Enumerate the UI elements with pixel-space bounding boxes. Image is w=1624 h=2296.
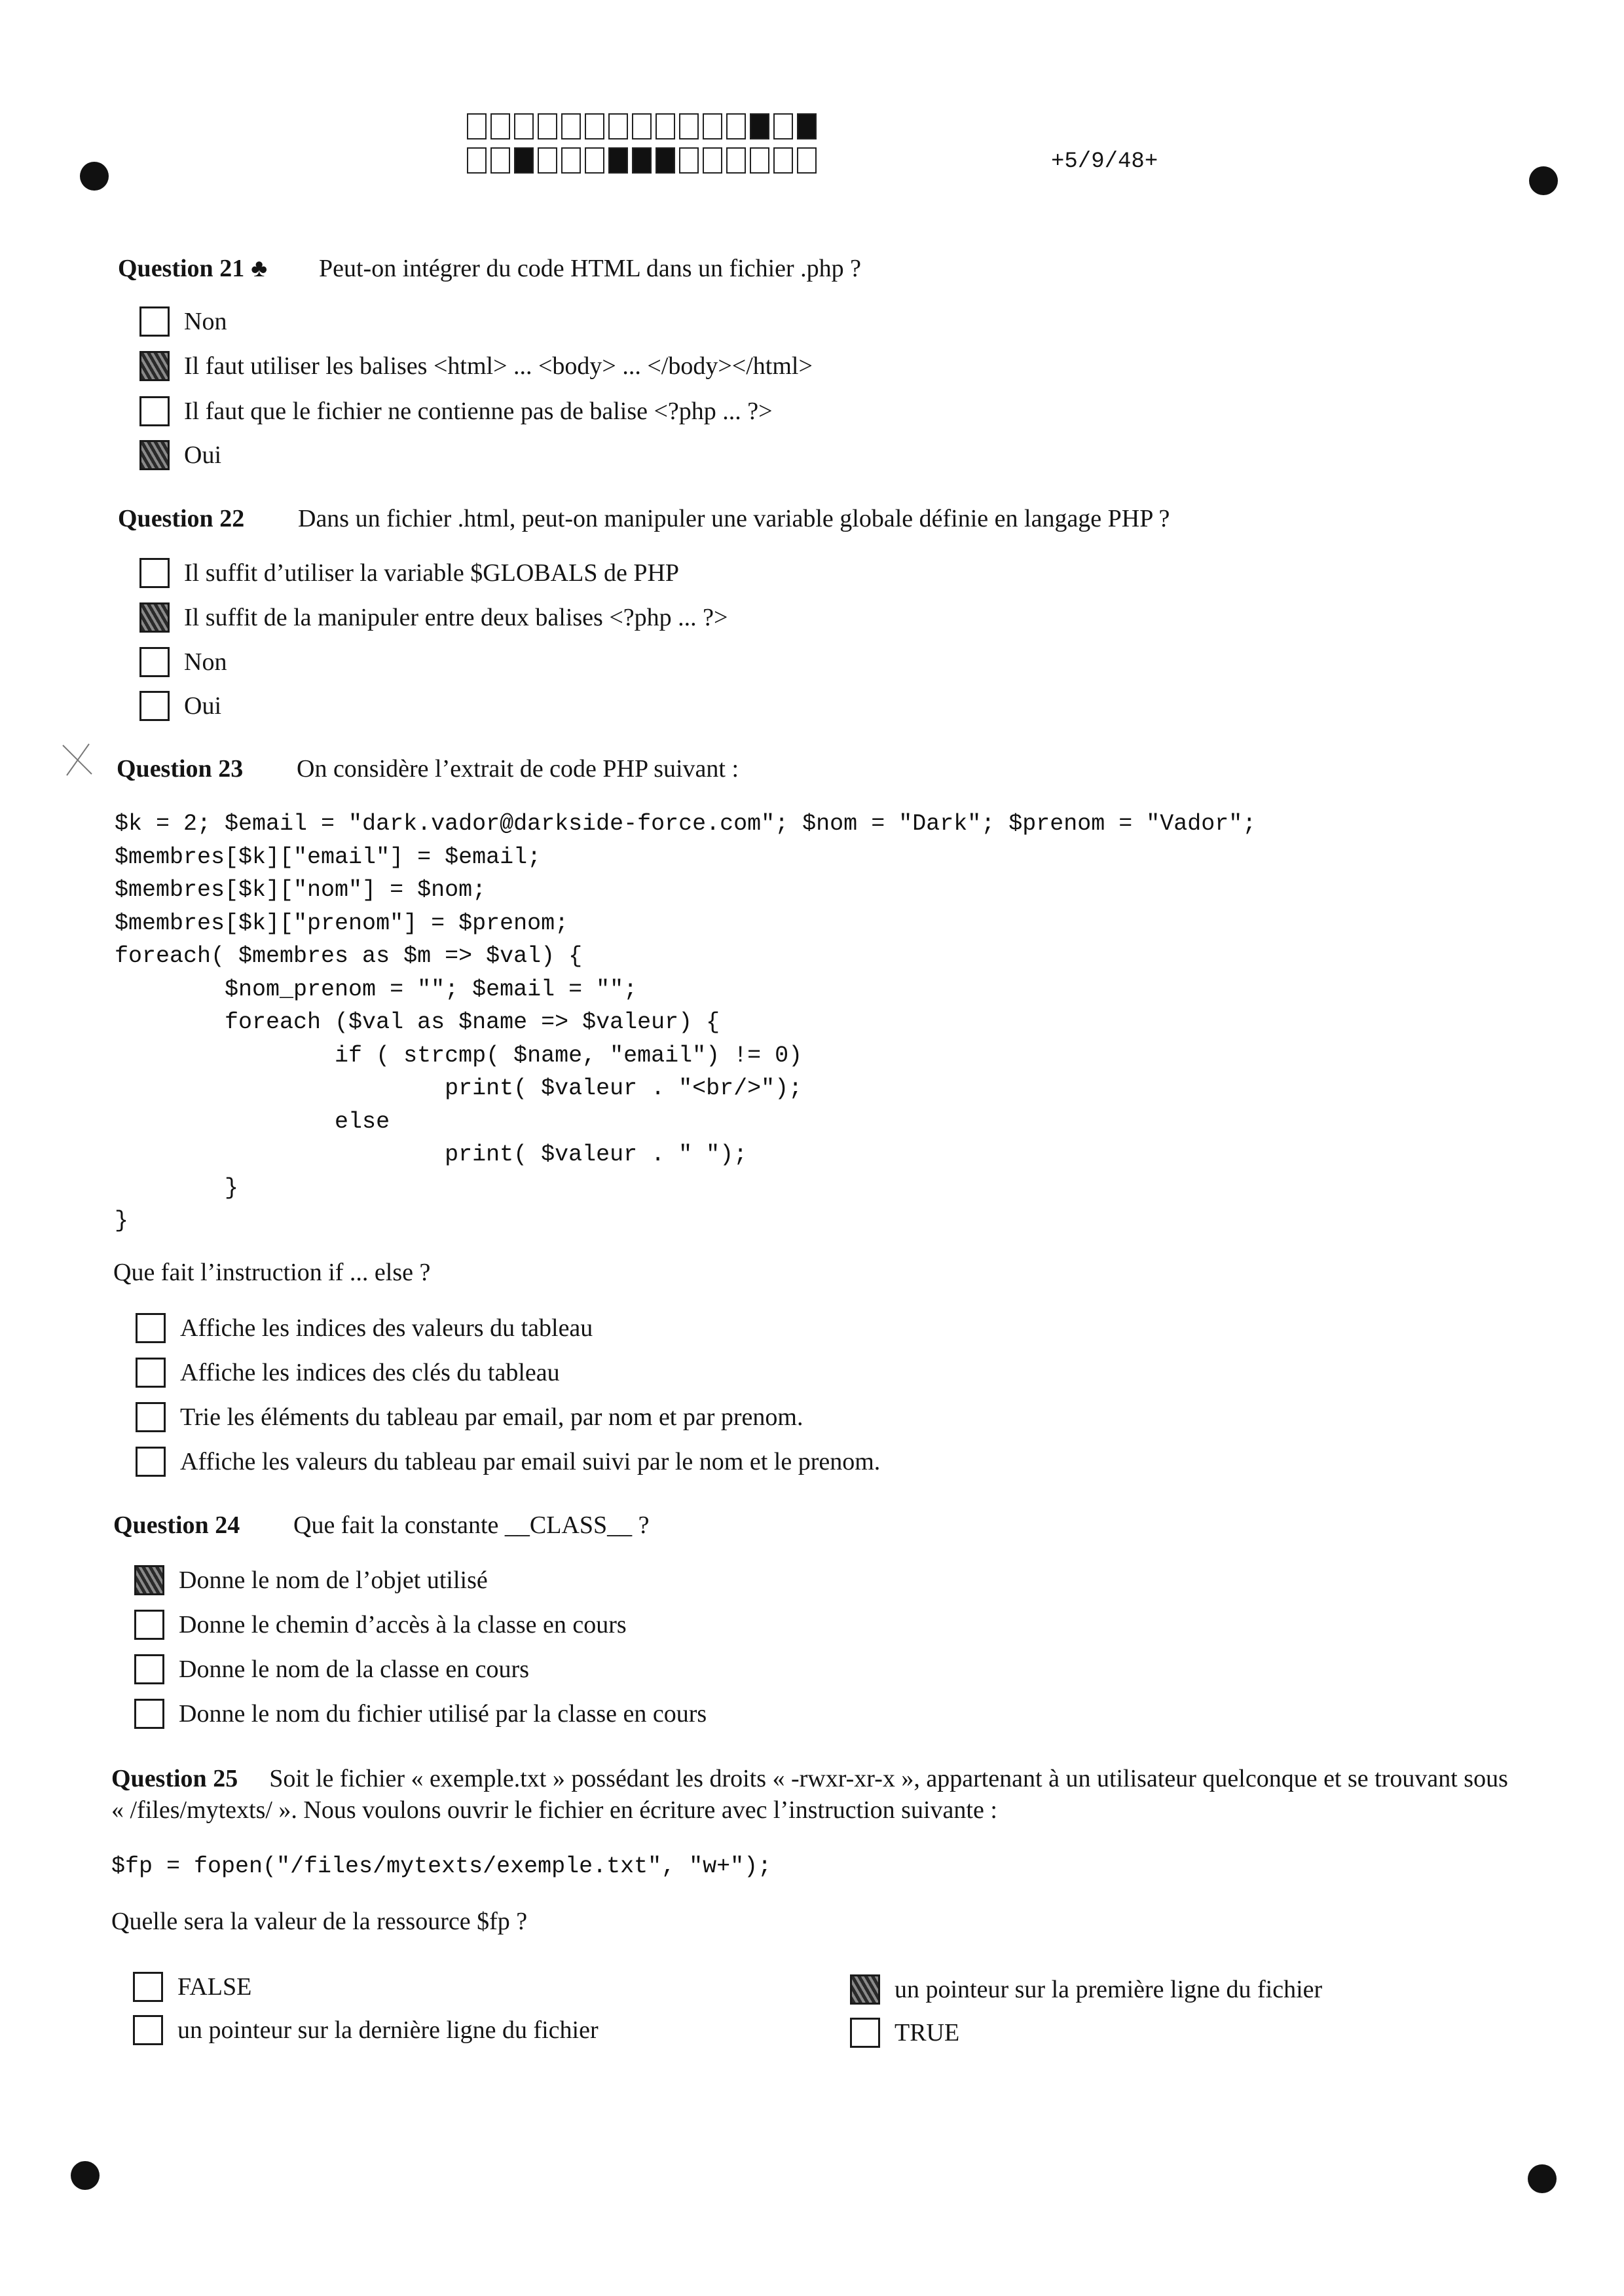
barcode-cell — [679, 147, 699, 174]
barcode-cell — [726, 113, 746, 139]
question-text: Dans un fichier .html, peut-on manipuler une variable globale définie en langage PHP ? — [298, 505, 1170, 532]
answer-label: un pointeur sur la première ligne du fichier — [895, 1976, 1323, 2003]
answer-option[interactable] — [136, 1357, 560, 1388]
checkbox[interactable] — [139, 691, 170, 721]
answer-option[interactable] — [139, 646, 227, 678]
checkbox-checked[interactable] — [139, 440, 170, 470]
barcode-cell — [773, 147, 793, 174]
barcode-cell — [703, 113, 722, 139]
question-21-title — [118, 253, 862, 284]
answer-label: Affiche les indices des valeurs du tableau — [180, 1314, 593, 1342]
answer-option[interactable] — [136, 1401, 803, 1433]
answer-label: FALSE — [177, 1973, 252, 2001]
barcode-cell — [726, 147, 746, 174]
checkbox[interactable] — [136, 1313, 166, 1343]
barcode-cell — [750, 113, 769, 139]
checkbox[interactable] — [136, 1447, 166, 1477]
answer-option[interactable] — [133, 2014, 599, 2046]
checkbox[interactable] — [139, 558, 170, 588]
corner-mark-bottom-left — [71, 2161, 100, 2190]
question-label: Question 21 — [118, 255, 245, 282]
answer-option[interactable] — [134, 1654, 529, 1685]
answer-label: Non — [184, 648, 227, 676]
answer-label: Affiche les indices des clés du tableau — [180, 1359, 560, 1386]
answer-option[interactable] — [139, 396, 773, 427]
answer-label: un pointeur sur la dernière ligne du fichier — [177, 2016, 599, 2044]
answer-option[interactable] — [134, 1565, 488, 1596]
question-23-title — [117, 753, 739, 785]
answer-option[interactable] — [139, 602, 728, 633]
barcode-cell — [797, 147, 817, 174]
answer-label: Il suffit d’utiliser la variable $GLOBALS de PHP — [184, 559, 680, 587]
barcode-row — [467, 147, 821, 176]
question-text: Soit le fichier « exemple.txt » possédant les droits « -rwxr-xr-x », appartenant à un utilisateur quelconque et se trouvant sous « /files/mytexts/ ». Nous voulons ouvrir le fichier en écriture avec l’instruction suivante : — [111, 1765, 1508, 1824]
checkbox-checked[interactable] — [139, 602, 170, 633]
barcode-cell — [538, 113, 557, 139]
answer-label: Trie les éléments du tableau par email, par nom et par prenom. — [180, 1403, 803, 1431]
corner-mark-top-right — [1529, 166, 1558, 195]
barcode-cell — [797, 113, 817, 139]
answer-option[interactable] — [136, 1446, 880, 1477]
checkbox-checked[interactable] — [139, 351, 170, 381]
subquestion-text: Que fait l’instruction if ... else ? — [113, 1259, 431, 1286]
answer-label: Donne le nom de l’objet utilisé — [179, 1566, 488, 1594]
barcode-cell — [561, 113, 581, 139]
barcode-cell — [632, 147, 652, 174]
answer-option[interactable] — [133, 1971, 251, 2003]
barcode-cell — [585, 113, 604, 139]
question-25-title — [111, 1763, 1519, 1826]
answer-option[interactable] — [139, 350, 813, 382]
answer-option[interactable] — [850, 2017, 959, 2048]
barcode-cell — [514, 147, 534, 174]
checkbox[interactable] — [136, 1402, 166, 1432]
answer-label: Il faut que le fichier ne contienne pas de balise <?php ... ?> — [184, 398, 773, 425]
question-text: On considère l’extrait de code PHP suivant : — [297, 755, 739, 783]
barcode-cell — [655, 113, 675, 139]
barcode-cell — [679, 113, 699, 139]
checkbox-checked[interactable] — [134, 1565, 164, 1595]
barcode-cell — [608, 147, 628, 174]
checkbox[interactable] — [850, 2018, 880, 2048]
answer-option[interactable] — [136, 1312, 593, 1344]
answer-label: Non — [184, 308, 227, 335]
barcode-cell — [538, 147, 557, 174]
question-label: Question 25 — [111, 1765, 238, 1792]
corner-mark-top-left — [80, 162, 109, 191]
answer-label: Oui — [184, 441, 221, 469]
question-24-title — [113, 1509, 650, 1541]
php-code-block: $k = 2; $email = "dark.vador@darkside-force.com"; $nom = "Dark"; $prenom = "Vador"; $membres[$k]["email"] = $email; $membres[$k]["nom"] = $nom; $membres[$k]["prenom"] = $prenom; foreach( $membres as $m => $val) { $nom_prenom = ""; $email = ""; foreach ($val as $name => $valeur) { if ( strcmp( $name, "email") != 0) print( $valeur . "<br/>"); else print( $valeur . " "); } } — [115, 811, 1257, 1234]
answer-label: Il suffit de la manipuler entre deux balises <?php ... ?> — [184, 604, 728, 631]
barcode-cell — [655, 147, 675, 174]
question-label: Question 23 — [117, 755, 244, 783]
checkbox[interactable] — [134, 1699, 164, 1729]
question-text: Peut-on intégrer du code HTML dans un fichier .php ? — [319, 255, 862, 282]
answer-label: Donne le chemin d’accès à la classe en cours — [179, 1611, 627, 1639]
question-text: Que fait la constante __CLASS__ ? — [293, 1511, 650, 1539]
answer-option[interactable] — [850, 1974, 1322, 2005]
barcode-cell — [632, 113, 652, 139]
answer-option[interactable] — [139, 306, 227, 337]
checkbox[interactable] — [139, 396, 170, 426]
checkbox[interactable] — [139, 306, 170, 337]
checkbox-checked[interactable] — [850, 1974, 880, 2005]
checkbox[interactable] — [139, 647, 170, 677]
question-label: Question 22 — [118, 505, 245, 532]
corner-mark-bottom-right — [1528, 2164, 1557, 2193]
barcode-cell — [585, 147, 604, 174]
answer-label: Affiche les valeurs du tableau par email suivi par le nom et le prenom. — [180, 1448, 881, 1475]
question-label: Question 24 — [113, 1511, 240, 1539]
page-barcode — [467, 113, 821, 181]
checkbox[interactable] — [133, 2015, 163, 2045]
subquestion-text: Quelle sera la valeur de la ressource $fp ? — [111, 1908, 528, 1935]
answer-option[interactable] — [134, 1698, 707, 1730]
barcode-cell — [750, 147, 769, 174]
barcode-cell — [467, 113, 487, 139]
barcode-cell — [514, 113, 534, 139]
checkbox[interactable] — [134, 1610, 164, 1640]
question-22-title — [118, 503, 1170, 534]
club-icon: ♣ — [251, 255, 268, 282]
checkbox[interactable] — [134, 1654, 164, 1684]
handwritten-x-mark — [58, 741, 97, 778]
answer-option[interactable] — [134, 1609, 627, 1640]
barcode-cell — [467, 147, 487, 174]
barcode-cell — [490, 147, 510, 174]
php-code-line: $fp = fopen("/files/mytexts/exemple.txt", "w+"); — [111, 1853, 772, 1879]
answer-label: Il faut utiliser les balises <html> ... <body> ... </body></html> — [184, 352, 813, 380]
answer-option[interactable] — [139, 557, 679, 589]
answer-label: Oui — [184, 692, 221, 720]
barcode-cell — [490, 113, 510, 139]
barcode-cell — [703, 147, 722, 174]
barcode-cell — [773, 113, 793, 139]
answer-option[interactable] — [139, 690, 221, 722]
page-code: +5/9/48+ — [1051, 149, 1158, 174]
answer-label: Donne le nom de la classe en cours — [179, 1656, 529, 1683]
answer-option[interactable] — [139, 439, 221, 471]
barcode-row — [467, 113, 821, 142]
checkbox[interactable] — [133, 1972, 163, 2002]
checkbox[interactable] — [136, 1358, 166, 1388]
answer-label: Donne le nom du fichier utilisé par la classe en cours — [179, 1700, 707, 1728]
barcode-cell — [561, 147, 581, 174]
barcode-cell — [608, 113, 628, 139]
answer-label: TRUE — [895, 2019, 960, 2046]
